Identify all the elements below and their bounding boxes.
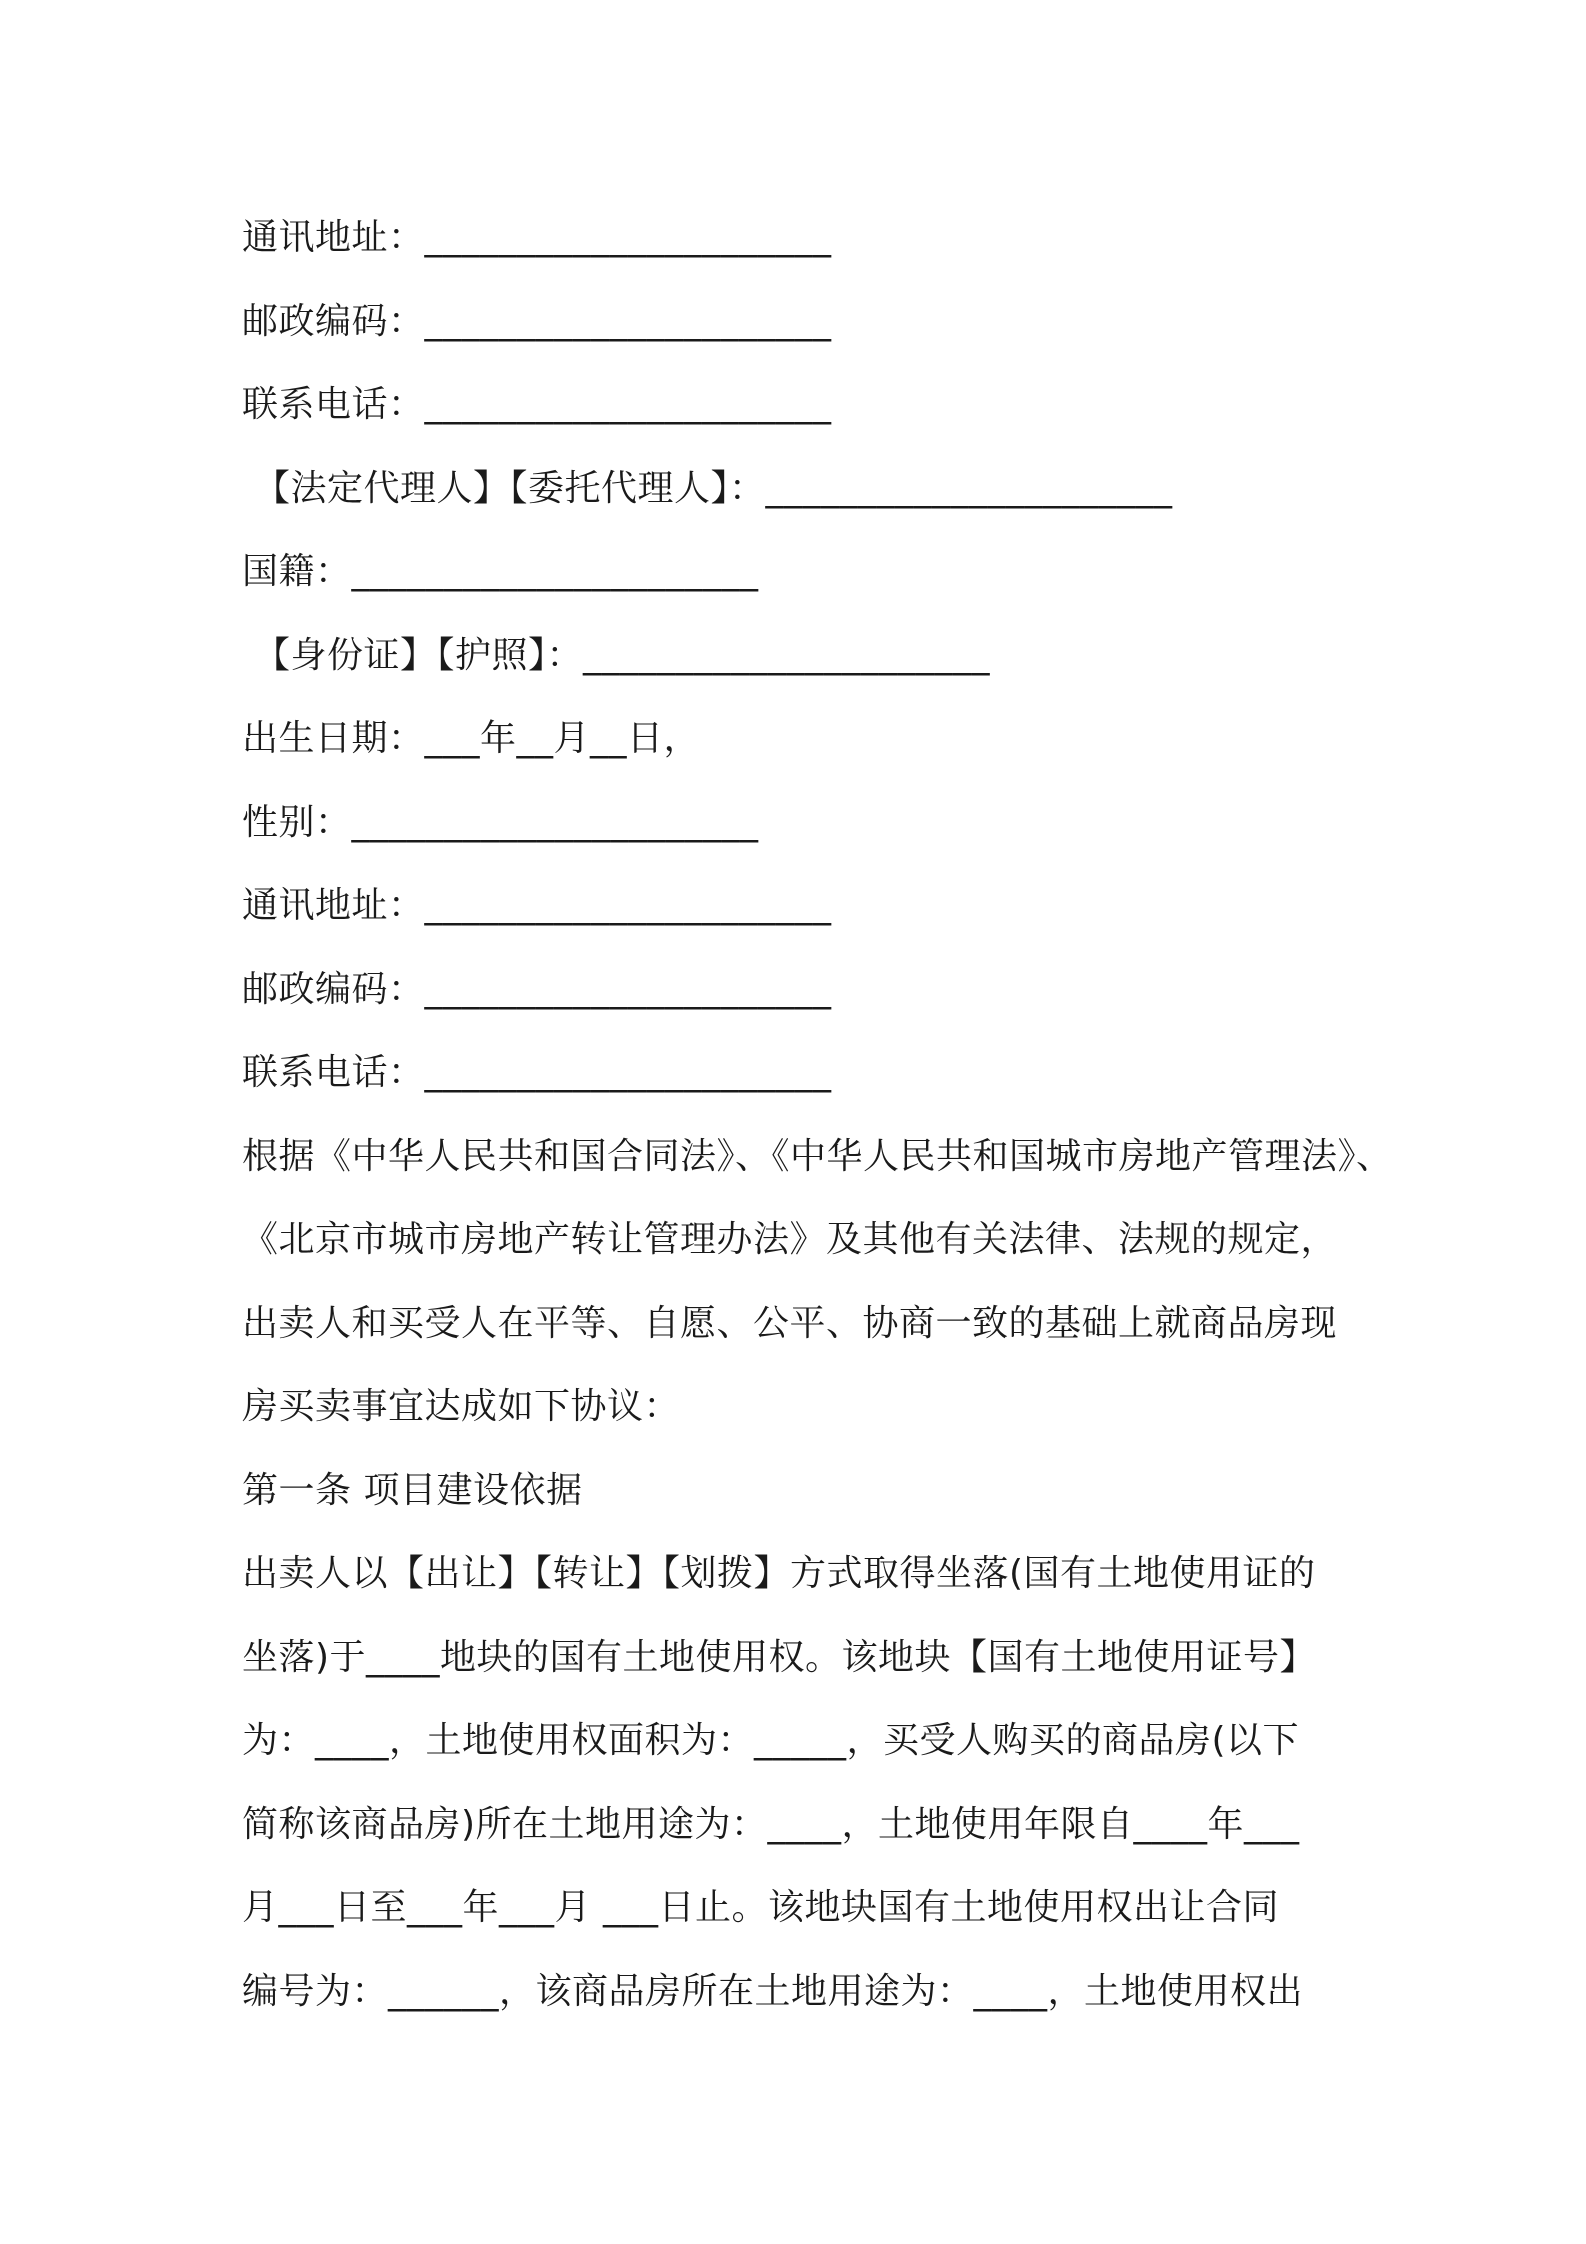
article-1-line-3: 为：____，土地使用权面积为：_____，买受人购买的商品房(以下 bbox=[242, 1720, 1300, 1761]
phone-line-2: 联系电话：______________________ bbox=[242, 1052, 832, 1093]
article-1-line-6: 编号为：______，该商品房所在土地用途为：____，土地使用权出 bbox=[242, 1970, 1304, 2012]
birth-date-line: 出生日期：___年__月__日， bbox=[242, 718, 701, 759]
mailing-address-line: 通讯地址：______________________ bbox=[242, 217, 832, 258]
article-1-line-4: 简称该商品房)所在土地用途为：____，土地使用年限自____年___ bbox=[242, 1803, 1300, 1845]
article-1-line-2: 坐落)于____地块的国有土地使用权。该地块【国有土地使用证号】 bbox=[242, 1636, 1317, 1678]
article-1-heading: 第一条 项目建设依据 bbox=[242, 1469, 583, 1511]
article-1-line-5: 月___日至___年___月 ___日止。该地块国有土地使用权出让合同 bbox=[242, 1887, 1279, 1928]
document-body bbox=[242, 196, 1393, 2033]
preamble-line-1: 根据《中华人民共和国合同法》、《中华人民共和国城市房地产管理法》、 bbox=[242, 1135, 1393, 1177]
gender-line: 性别：______________________ bbox=[242, 801, 759, 843]
article-1-line-1: 出卖人以【出让】【转让】【划拨】方式取得坐落(国有土地使用证的 bbox=[242, 1553, 1316, 1594]
postal-code-line: 邮政编码：______________________ bbox=[242, 300, 832, 342]
mailing-address-line-2: 通讯地址：______________________ bbox=[242, 885, 832, 926]
preamble-line-3: 出卖人和买受人在平等、自愿、公平、协商一致的基础上就商品房现 bbox=[242, 1302, 1338, 1344]
agent-line: 【法定代理人】【委托代理人】：______________________ bbox=[254, 467, 1173, 509]
preamble-line-4: 房买卖事宜达成如下协议： bbox=[242, 1386, 681, 1427]
id-passport-line: 【身份证】【护照】：______________________ bbox=[254, 634, 991, 676]
nationality-line: 国籍：______________________ bbox=[242, 551, 759, 592]
phone-line: 联系电话：______________________ bbox=[242, 384, 832, 425]
preamble-line-2: 《北京市城市房地产转让管理办法》及其他有关法律、法规的规定， bbox=[242, 1219, 1338, 1260]
postal-code-line-2: 邮政编码：______________________ bbox=[242, 968, 832, 1010]
